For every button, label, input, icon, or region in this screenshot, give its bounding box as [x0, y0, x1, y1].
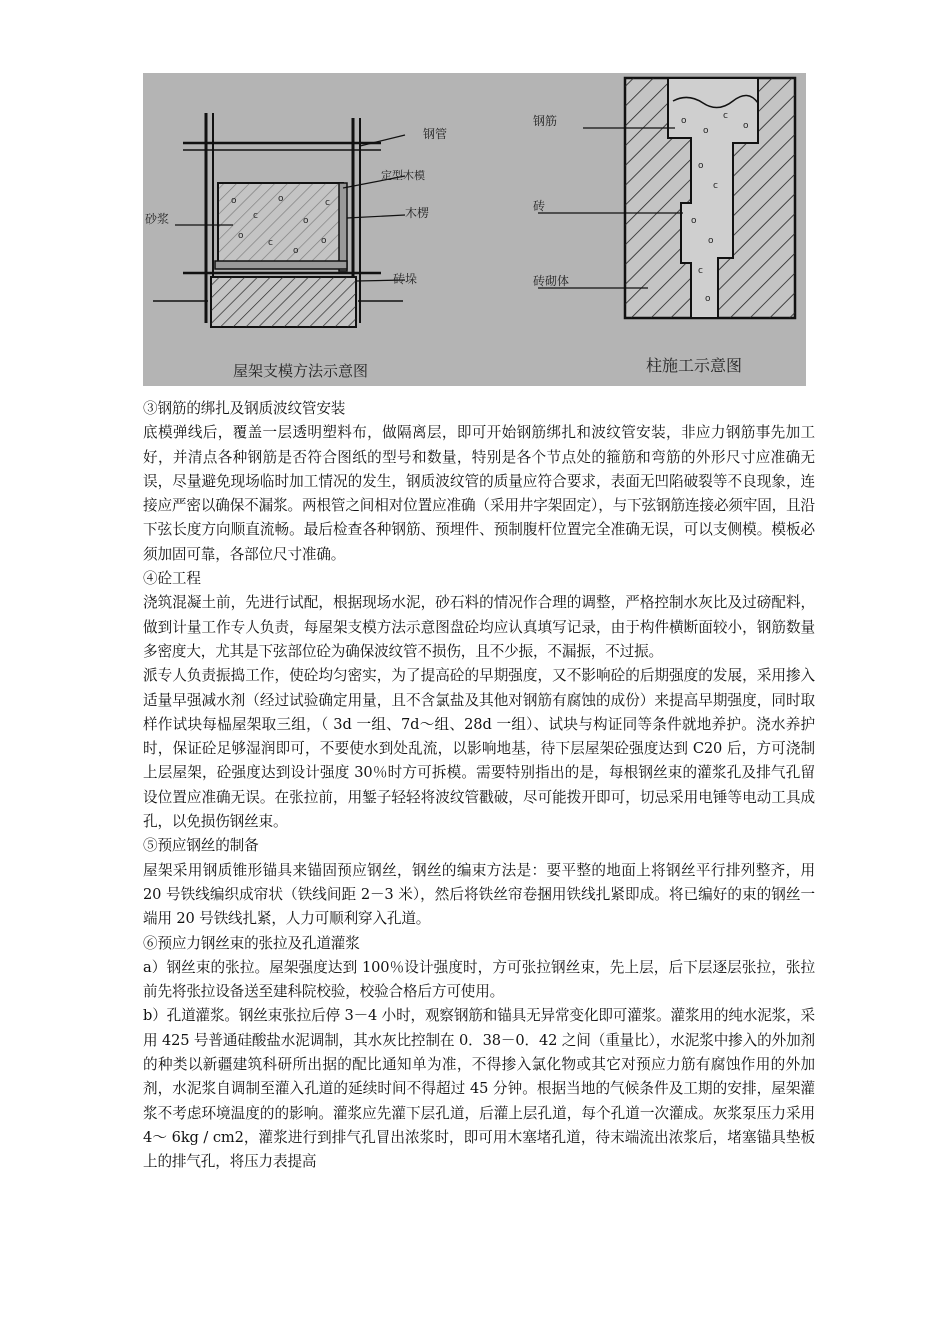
label-brick: 砖	[533, 199, 546, 213]
construction-diagram-figure	[143, 73, 806, 386]
paragraph-concrete-pouring: 浇筑混凝土前，先进行试配，根据现场水泥，砂石料的情况作合理的调整，严格控制水灰比及过磅配料，做到计量工作专人负责，每屋架支模方法示意图盘砼均应认真填写记录，由于构件横断面较小，钢筋数量多密度大，尤其是下弦部位砼为确保波纹管不损伤，且不少振，不漏振，不过振。	[143, 594, 815, 660]
svg-text:o: o	[231, 196, 237, 206]
section-heading-tension-grouting: ⑥预应力钢丝束的张拉及孔道灌浆	[143, 934, 360, 952]
paragraph-grouting: b）孔道灌浆。钢丝束张拉后停 3－4 小时，观察钢筋和锚具无异常变化即可灌浆。灌浆用的纯水泥浆，采用 425 号普通硅酸盐水泥调制，其水灰比控制在 0．38－0．42 之间（重量比），水泥浆中掺入的外加剂的种类以新疆建筑科研所出据的配比通知单为准，不得掺入氯化物或其它对预应力筋有腐蚀作用的外加剂，水泥浆自调制至灌入孔道的延续时间不得超过 45 分钟。根据当地的气候条件及工期的安排，屋架灌浆不考虑环境温度的的影响。灌浆应先灌下层孔道，后灌上层孔道，每个孔道一次灌成。灰浆泵压力采用 4～ 6kg / cm2，灌浆进行到排气孔冒出浓浆时，即可用木塞堵孔道，待末端流出浓浆后，堵塞锚具垫板上的排气孔，将压力表提高	[143, 1007, 815, 1171]
svg-text:c: c	[253, 211, 258, 221]
section-heading-rebar: ③钢筋的绑扎及钢质波纹管安装	[143, 400, 346, 417]
svg-text:c: c	[268, 238, 273, 248]
svg-text:o: o	[681, 116, 687, 126]
document-body	[143, 397, 815, 1175]
paragraph-concrete-vibration: 派专人负责振捣工作，使砼均匀密实，为了提高砼的早期强度，又不影响砼的后期强度的发展，采用掺入适量早强减水剂（经过试验确定用量，且不含氯盐及其他对钢筋有腐蚀的成份）来提高早期强度，同时取样作试块每榀屋架取三组，（ 3d 一组、7d～组、28d 一组）、试块与构证同等条件就地养护。浇水养护时，保证砼足够湿润即可，不要使水到处乱流，以影响地基，待下层屋架砼强度达到 C20 后，方可浇制上层屋架，砼强度达到设计强度 30％时方可拆模。需要特别指出的是，每根钢丝束的灌浆孔及排气孔留设位置应准确无误。在张拉前，用錾子轻轻将波纹管戳破，尽可能拨开即可，切忌采用电锤等电动工具成孔，以免损伤钢丝束。	[143, 667, 815, 831]
label-masonry: 砖砌体	[533, 274, 570, 288]
section-heading-steel-wire: ⑤预应钢丝的制备	[143, 837, 259, 855]
svg-text:o: o	[708, 236, 714, 246]
svg-text:c: c	[325, 198, 330, 208]
svg-text:o: o	[743, 121, 749, 131]
left-diagram-caption: 屋架支模方法示意图	[233, 362, 369, 380]
diagram-drawing	[143, 73, 806, 386]
label-wood-joist: 木楞	[405, 206, 430, 220]
paragraph-tensioning: a）钢丝束的张拉。屋架强度达到 100％设计强度时，方可张拉钢丝束，先上层，后下层逐层张拉，张拉前先将张拉设备送至建科院校验，校验合格后方可使用。	[143, 958, 815, 1001]
label-steel-pipe: 钢管	[423, 127, 448, 141]
svg-text:o: o	[705, 294, 711, 304]
right-diagram	[533, 78, 795, 375]
label-formwork: 定型木模	[381, 169, 425, 182]
label-brick-pier: 砖垛	[393, 272, 418, 286]
label-rebar: 钢筋	[533, 114, 558, 128]
svg-text:o: o	[238, 231, 244, 241]
svg-text:o: o	[293, 246, 299, 256]
svg-text:o: o	[321, 236, 327, 246]
section-heading-concrete: ④砼工程	[143, 570, 201, 588]
svg-text:o: o	[691, 216, 697, 226]
svg-text:o: o	[278, 194, 284, 204]
right-diagram-caption: 柱施工示意图	[646, 356, 743, 375]
label-mortar: 砂浆	[145, 212, 170, 226]
svg-text:c: c	[698, 266, 703, 276]
svg-text:o: o	[303, 216, 309, 226]
svg-text:c: c	[723, 111, 728, 121]
svg-text:o: o	[698, 161, 704, 171]
paragraph-steel-wire: 屋架采用钢质锥形锚具来锚固预应钢丝，钢丝的编束方法是：要平整的地面上将钢丝平行排列整齐，用 20 号铁线编织成帘状（铁线间距 2－3 米），然后将铁丝帘卷捆用铁线扎紧即成。将已编好的束的钢丝一端用 20 号铁线扎紧，人力可顺利穿入孔道。	[143, 861, 815, 928]
paragraph-rebar: 底模弹线后，覆盖一层透明塑料布，做隔离层，即可开始钢筋绑扎和波纹管安装，非应力钢筋事先加工好，并清点各种钢筋是否符合图纸的型号和数量，特别是各个节点处的箍筋和弯筋的外形尺寸应准确无误，尽量避免现场临时加工情况的发生，钢质波纹管的质量应符合要求，表面无凹陷破裂等不良现象，连接应严密以确保不漏浆。两根管之间相对位置应准确（采用井字架固定），与下弦钢筋连接必须牢固，且沿下弦长度方向顺直流畅。最后检查各种钢筋、预埋件、预制腹杆位置完全准确无误，可以支侧模。模板必须加固可靠，各部位尺寸准确。	[143, 424, 815, 563]
left-diagram	[145, 113, 447, 380]
svg-text:c: c	[713, 181, 718, 191]
svg-text:o: o	[703, 126, 709, 136]
